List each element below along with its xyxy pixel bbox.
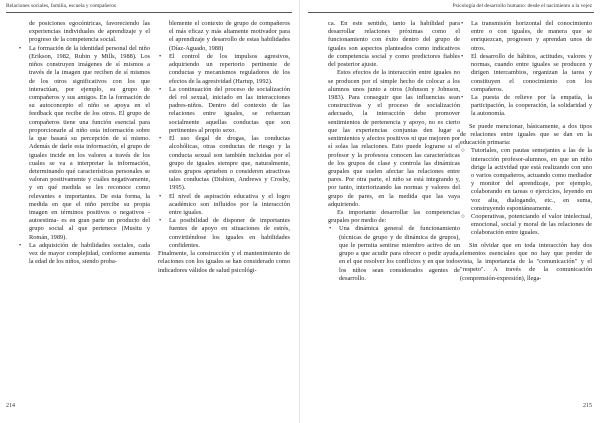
list-item [158,86,290,135]
list-item-text: La transmisión horizontal del conocimiento entre o con iguales, de manera que se enriquezcan, progresen y aprendan unos de otros. [471,20,592,52]
list-item [158,20,290,53]
right-page [300,0,600,423]
bullet-icon: • [19,44,22,52]
list-item-text: La continuación del proceso de socialización del rol sexual, iniciado en las interacciones padres-niños. Dentro del contexto de las relaciones entre iguales, se refuerzan socialmente aquellas conductas que son pertinentes al propio sexo. [169,85,290,134]
list-item [460,94,592,119]
right-column-1 [328,20,460,392]
body-paragraph: Sin olvidar que en toda interacción hay dos elementos esenciales que no hay que perder de vista, la importancia de la "comunicación" y el "respeto". A través de la comunicación (comprensión-expresión), llega- [460,241,592,282]
list-item-text: Cooperativas, potenciando el valor intelectual, emocional, social y moral de las relaciones de colaboración entre iguales. [471,213,592,237]
body-paragraph: Finalmente, la construcción y el mantenimiento de relaciones con los iguales se han considerado como indicadores válidos de salud psicológi- [158,250,290,274]
list-item [158,135,290,193]
bullet-icon: • [159,192,162,200]
list-item-text: La puesta de relieve por la empatía, la participación, la cooperación, la solidaridad y la autonomía. [471,93,592,118]
circle-bullet-icon: ○ [461,147,465,155]
list-item [460,53,592,94]
right-header-rule [308,12,594,13]
list-item [158,53,290,86]
bullet-icon: • [159,52,162,60]
list-item-text: El uso ilegal de drogas, las conductas alcohólicas, otras conductas de riesgo y la conducta sexual son también incluidas por el grupo de iguales siempre que, naturalmente, estos grupos aprueben o consideren atractivas tales conductas (Dishion, Andrews y Crosby, 1995). [169,135,290,192]
list-item-text: Una dinámica general de funcionamiento (técnicas de grupo y de dinámica de grupos), que le permita sentirse miembro activo de un grupo a que acudir para ofrecer o pedir ayuda, en el que resolver los conflictos y en que todos los niños sean considerados agentes de desarrollo. [339,225,460,282]
right-page-number: 215 [583,403,592,409]
list-item-text: de posiciones egocéntricas, favoreciendo las experiencias individuales de aprendizaje y el progreso de la competencia social. [29,20,150,44]
list-item [158,217,290,250]
bullet-icon: • [159,217,162,225]
left-header-rule [6,12,292,13]
bullet-icon: • [19,241,22,249]
list-item-text: blemente el contexto de grupo de compañeros el más eficaz y más altamente motivador para el aprendizaje y desarrollo de estas habilidades (Díaz-Aguado, 1988) [169,20,290,52]
bullet-icon: • [461,20,464,27]
body-paragraph: Estos efectos de la interacción entre iguales no se producen por el simple hecho de colocar a los alumnos unos junto a otros (Johnson y Johnson, 1983). Para conseguir que las influencias sean constructivas y el proceso de socialización adecuado, la interacción debe promover sentimientos de pertenencia y apoyo, no es cierto que las experiencias conjuntas den lugar a sentimientos y afectos positivos ni que mejoren por sí solas las relaciones. Esto puede lograrse si el profesor y la profesora conocen las características de los grupos de clase y controla las dinámicas grupales que suelen afectar las relaciones entre pares. Por otra parte, el niño se está integrando y, por tanto, interiorizando las normas y valores del grupo de pares, en la medida que las vaya adquiriendo. [328,69,460,208]
body-paragraph: Se puede mencionar, básicamente, a dos tipos de relaciones entre iguales que se dan en la educación primaria: [460,122,592,147]
list-item-text: La posibilidad de disponer de importantes fuentes de apoyo en situaciones de estrés, convirtiéndose los iguales en habilidades confidentes. [169,217,290,249]
right-column-2 [460,20,592,392]
list-item [460,20,592,53]
bullet-icon: • [329,225,332,233]
bullet-icon: • [461,93,464,101]
list-item-text: El control de los impulsos agresivos, adquiriendo un repertorio pertinente de conductas y mecanismos reguladores de los efectos de la agresividad (Hartup, 1992). [169,52,290,85]
list-item-text: El desarrollo de hábitos, actitudes, valores y normas, cuando entre iguales se producen y dirigen intercambios, organizan la tarea y constituyen el conocimiento con los compañeros. [471,52,592,93]
list-item [460,147,592,213]
bullet-icon: • [159,135,162,143]
list-item-text: El nivel de aspiración educativa y el logro académico son influidos por la interacción entre iguales. [169,192,290,217]
circle-bullet-icon: ○ [461,213,465,221]
body-paragraph: Es importante desarrollar las competencias grupales por medio de: [328,209,460,225]
list-item-text: La adquisición de habilidades sociales, cada vez de mayor complejidad, conforme aumenta la edad de los niños, siendo proba- [29,241,150,266]
list-item [460,213,592,238]
list-item [18,45,150,242]
bullet-icon: • [159,85,162,93]
list-item-text: La formación de la identidad personal del niño (Erikson, 1982, Rubin y Mills, 1988). Los niños construyen imágenes de sí mismos a través de la imagen que reciben de sí mismos de los otros significativos con los que interactúan, por ejemplo, su grupo de compañeros y sus amigos. En la formación de su autoconcepto el niño se apoya en el feedback que recibe de los otros. El grupo de compañeros tiene una función esencial para proporcionarle al niño esta información sobre la que basará su percepción de sí mismo. Además de darle esta información, el grupo de iguales incide en los valores a través de los cuales se va a interpretar la información, determinando qué características personales se valoran positivamente y cuáles negativamente, y en qué medida se les reconoce como relevantes e importantes. De esta forma, la medida en que el niño percibe su propia imagen en términos positivos o negativos -autoestima- es en gran parte un producto del grupo social al que pertenece (Musitu y Román, 1989). [29,44,150,241]
left-column-1 [18,20,150,392]
body-paragraph: ca. En este sentido, tanto la habilidad para desarrollar relaciones próximas como el funcionamiento con éxito dentro del grupo de iguales son aspectos planteados como indicativos de competencia social y como predictores fiables del posterior ajuste. [328,20,460,69]
list-item [328,225,460,283]
left-page-number: 214 [6,403,15,409]
bullet-icon: • [461,52,464,60]
list-item [18,242,150,267]
left-column-2 [158,20,290,392]
left-running-head: Relaciones sociales, familia, escuela y compañeros [6,3,117,9]
list-item [158,193,290,218]
list-item-text: Tutoriales, con pautas semejantes a las de la interacción profesor-alumnos, en que un niño dirige la actividad que está realizando con uno o varios compañeros, actuando como mediador y monitor del aprendizaje, por ejemplo, colaborando en tareas o ejercicios, leyendo en voz alta, dialogando, etc., en suma, construyendo espontáneamente. [471,147,592,212]
right-running-head: Psicología del desarrollo humano: desde el nacimiento a la vejez [452,3,592,9]
list-item [18,20,150,45]
